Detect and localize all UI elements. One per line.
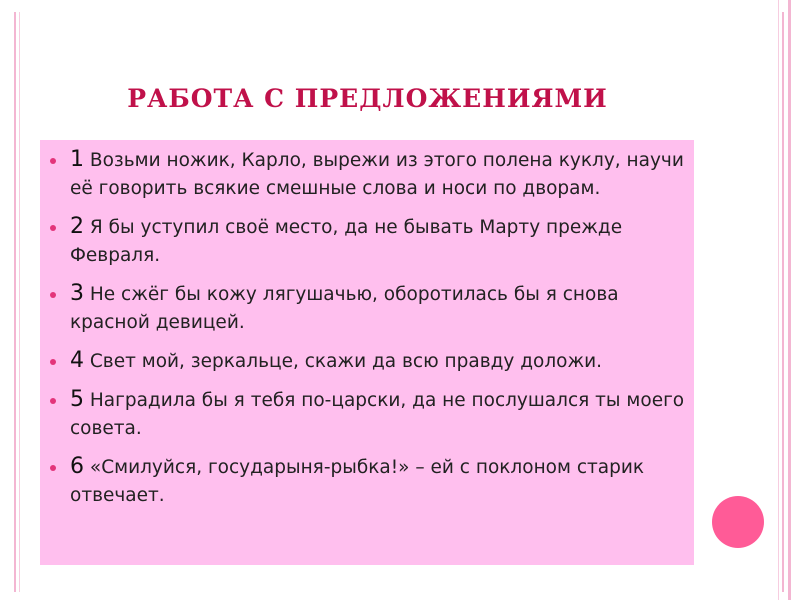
item-text: Не сжёг бы кожу лягушачью, оборотилась бы я снова красной девицей. bbox=[70, 284, 619, 333]
item-text: Возьми ножик, Карло, вырежи из этого полена куклу, научи её говорить всякие смешные слова и носи по дворам. bbox=[70, 150, 684, 199]
bullet-icon bbox=[50, 465, 56, 471]
border-line bbox=[19, 12, 20, 592]
item-number: 6 bbox=[70, 454, 84, 479]
sentence-list bbox=[50, 146, 690, 520]
list-item bbox=[50, 453, 690, 510]
list-item bbox=[50, 280, 690, 337]
border-line bbox=[788, 0, 791, 600]
item-number: 4 bbox=[70, 348, 84, 373]
list-item bbox=[50, 386, 690, 443]
bullet-icon bbox=[50, 292, 56, 298]
item-text: Свет мой, зеркальце, скажи да всю правду доложи. bbox=[84, 351, 603, 372]
item-text: Наградила бы я тебя по-царски, да не послушался ты моего совета. bbox=[70, 390, 685, 439]
item-number: 2 bbox=[70, 214, 84, 239]
bullet-icon bbox=[50, 398, 56, 404]
bullet-icon bbox=[50, 359, 56, 365]
decorative-circle-icon bbox=[712, 496, 764, 548]
bullet-icon bbox=[50, 225, 56, 231]
item-text: Я бы уступил своё место, да не бывать Марту прежде Февраля. bbox=[70, 217, 623, 266]
item-number: 3 bbox=[70, 281, 84, 306]
item-number: 5 bbox=[70, 387, 84, 412]
list-item bbox=[50, 213, 690, 270]
list-item bbox=[50, 347, 690, 376]
item-text: «Смилуйся, государыня-рыбка!» – ей с поклоном старик отвечает. bbox=[70, 457, 645, 506]
border-line bbox=[778, 0, 779, 600]
list-item bbox=[50, 146, 690, 203]
item-number: 1 bbox=[70, 147, 84, 172]
slide-title: РАБОТА С ПРЕДЛОЖЕНИЯМИ bbox=[127, 84, 608, 113]
bullet-icon bbox=[50, 158, 56, 164]
